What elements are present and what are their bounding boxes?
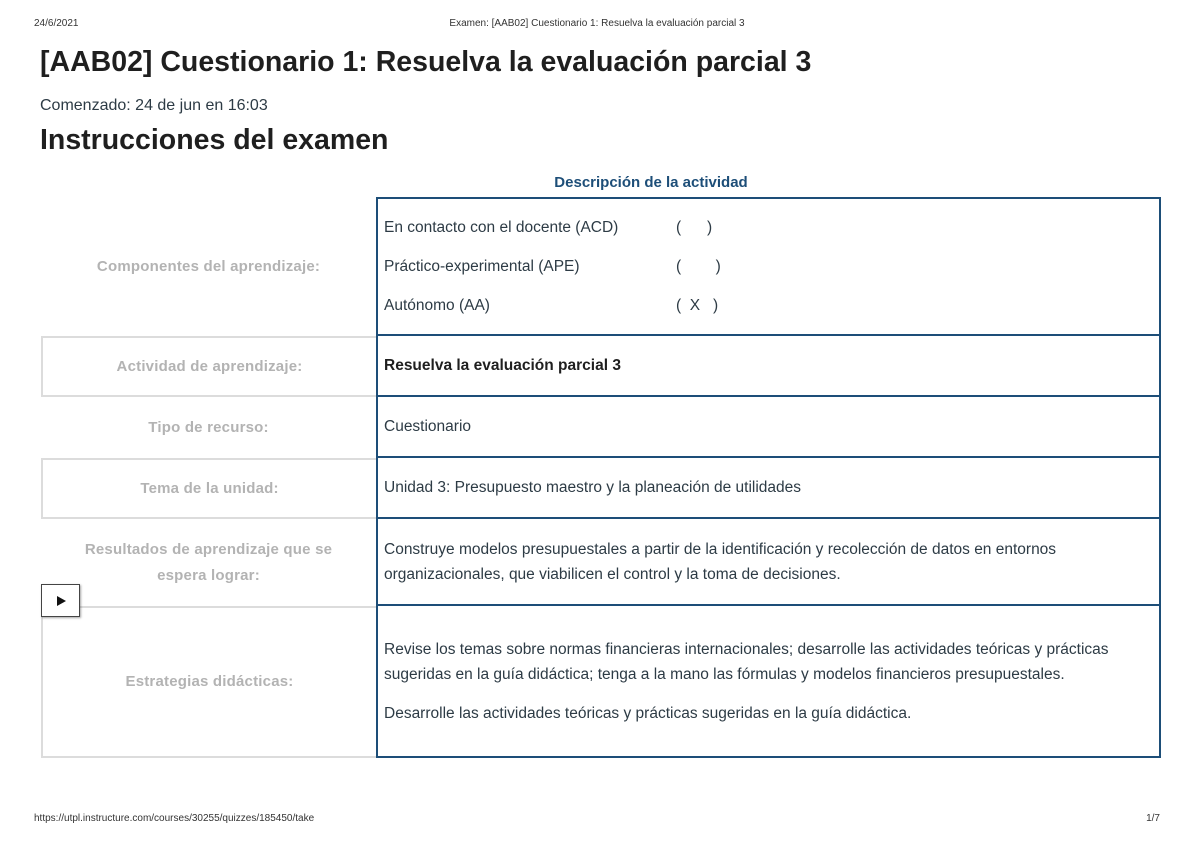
- row-label-activity: Actividad de aprendizaje:: [41, 336, 376, 397]
- section-title: Instrucciones del examen: [40, 124, 389, 156]
- component-item: [384, 247, 1143, 286]
- activity-description-table: [41, 197, 1161, 758]
- strategies-paragraph: Revise los temas sobre normas financieras internacionales; desarrolle las actividades teóricas y prácticas sugeridas en la guía didáctica; tenga a la mano las fórmulas y modelos financieros presupuestales.: [384, 640, 1109, 683]
- row-value-strategies: [376, 606, 1161, 758]
- component-mark: ( X ): [676, 297, 719, 314]
- page-url[interactable]: https://utpl.instructure.com/courses/30255/quizzes/185450/take: [34, 813, 315, 824]
- component-item: [384, 208, 1143, 247]
- print-date: 24/6/2021: [34, 18, 79, 29]
- component-name: Práctico-experimental (APE): [384, 258, 580, 275]
- row-value-components: [376, 197, 1161, 336]
- table-row-components: [41, 197, 1161, 336]
- page-number: 1/7: [1146, 813, 1160, 824]
- row-label-unit: Tema de la unidad:: [41, 458, 376, 519]
- row-label-results: Resultados de aprendizaje que se espera lograr:: [84, 540, 333, 584]
- component-name: Autónomo (AA): [384, 297, 490, 314]
- print-document-title: Examen: [AAB02] Cuestionario 1: Resuelva la evaluación parcial 3: [449, 18, 745, 29]
- row-value-activity: Resuelva la evaluación parcial 3: [376, 336, 1161, 397]
- quiz-started-time: Comenzado: 24 de jun en 16:03: [40, 97, 268, 114]
- print-footer: [34, 813, 1160, 827]
- table-row-activity: [41, 336, 1161, 397]
- print-header: [34, 18, 1160, 32]
- table-row-results: [41, 519, 1161, 606]
- component-name: En contacto con el docente (ACD): [384, 219, 619, 236]
- row-label-components: Componentes del aprendizaje:: [96, 257, 321, 275]
- component-mark: ( ): [676, 258, 721, 275]
- play-icon: [56, 596, 66, 606]
- table-row-strategies: [41, 606, 1161, 758]
- component-item: [384, 286, 1143, 325]
- row-value-unit: Unidad 3: Presupuesto maestro y la planeación de utilidades: [376, 458, 1161, 519]
- media-play-button[interactable]: [41, 584, 80, 617]
- table-row-resource: [41, 397, 1161, 458]
- component-mark: ( ): [676, 219, 713, 236]
- table-caption: Descripción de la actividad: [554, 174, 748, 191]
- row-value-results: Construye modelos presupuestales a partir de la identificación y recolección de datos en entornos organizacionales, que viabilicen el control y la toma de decisiones.: [376, 519, 1161, 606]
- page-title: [AAB02] Cuestionario 1: Resuelva la evaluación parcial 3: [40, 46, 812, 78]
- row-label-strategies: Estrategias didácticas:: [41, 606, 376, 758]
- strategies-paragraph: Desarrolle las actividades teóricas y prácticas sugeridas en la guía didáctica.: [384, 704, 912, 722]
- table-row-unit: [41, 458, 1161, 519]
- row-label-resource: Tipo de recurso:: [148, 418, 269, 436]
- row-value-resource: Cuestionario: [376, 397, 1161, 458]
